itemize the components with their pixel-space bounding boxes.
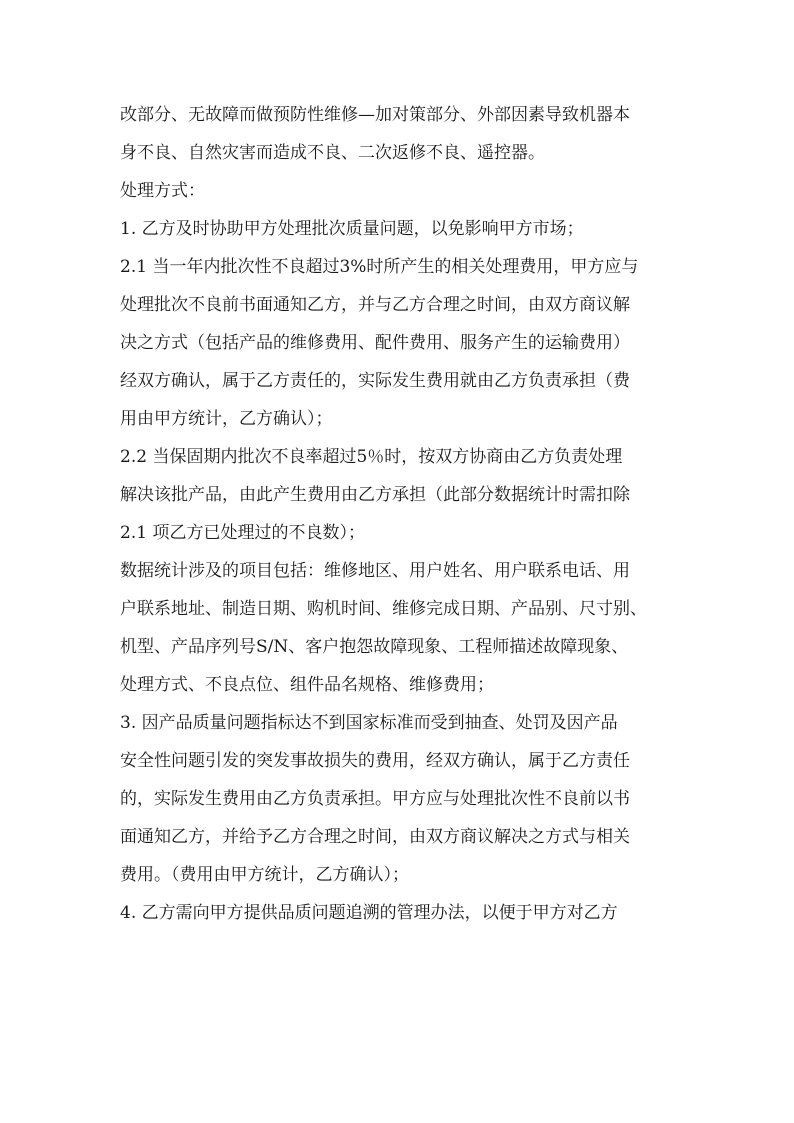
clause-4: 4. 乙方需向甲方提供品质问题追溯的管理办法，以便于甲方对乙方 — [120, 903, 618, 923]
text-line: 面通知乙方，并给予乙方合理之时间，由双方商议解决之方式与相关 — [120, 827, 630, 847]
text-line: 处理方式、不良点位、组件品名规格、维修费用； — [120, 675, 494, 695]
data-items-paragraph: 数据统计涉及的项目包括：维修地区、用户姓名、用户联系电话、用 — [120, 561, 630, 581]
text-line: 安全性问题引发的突发事故损失的费用，经双方确认，属于乙方责任 — [120, 751, 630, 771]
section-heading: 处理方式： — [120, 181, 205, 201]
text-line: 机型、产品序列号S/N、客户抱怨故障现象、工程师描述故障现象、 — [120, 637, 629, 657]
clause-1: 1. 乙方及时协助甲方处理批次质量问题，以免影响甲方市场； — [120, 219, 584, 239]
text-line: 经双方确认，属于乙方责任的，实际发生费用就由乙方负责承担（费 — [120, 371, 630, 391]
clause-3: 3. 因产品质量问题指标达不到国家标准而受到抽查、处罚及因产品 — [120, 713, 618, 733]
text-line: 决之方式（包括产品的维修费用、配件费用、服务产生的运输费用） — [120, 333, 630, 353]
text-line: 改部分、无故障而做预防性维修—加对策部分、外部因素导致机器本 — [120, 105, 630, 125]
text-line: 2.1 项乙方已处理过的不良数）； — [120, 523, 365, 543]
document-body — [120, 96, 680, 932]
text-line: 解决该批产品，由此产生费用由乙方承担（此部分数据统计时需扣除 — [120, 485, 630, 505]
text-line: 身不良、自然灾害而造成不良、二次返修不良、遥控器。 — [120, 143, 545, 163]
text-line: 的，实际发生费用由乙方负责承担。甲方应与处理批次性不良前以书 — [120, 789, 630, 809]
text-line: 处理批次不良前书面通知乙方，并与乙方合理之时间，由双方商议解 — [120, 295, 630, 315]
clause-2-2: 2.2 当保固期内批次不良率超过5％时，按双方协商由乙方负责处理 — [120, 447, 623, 467]
text-line: 用由甲方统计，乙方确认）； — [120, 409, 333, 429]
clause-2-1: 2.1 当一年内批次性不良超过3%时所产生的相关处理费用，甲方应与 — [120, 257, 639, 277]
text-line: 户联系地址、制造日期、购机时间、维修完成日期、产品别、尺寸别、 — [120, 599, 647, 619]
text-line: 费用。（费用由甲方统计，乙方确认）； — [120, 865, 409, 885]
